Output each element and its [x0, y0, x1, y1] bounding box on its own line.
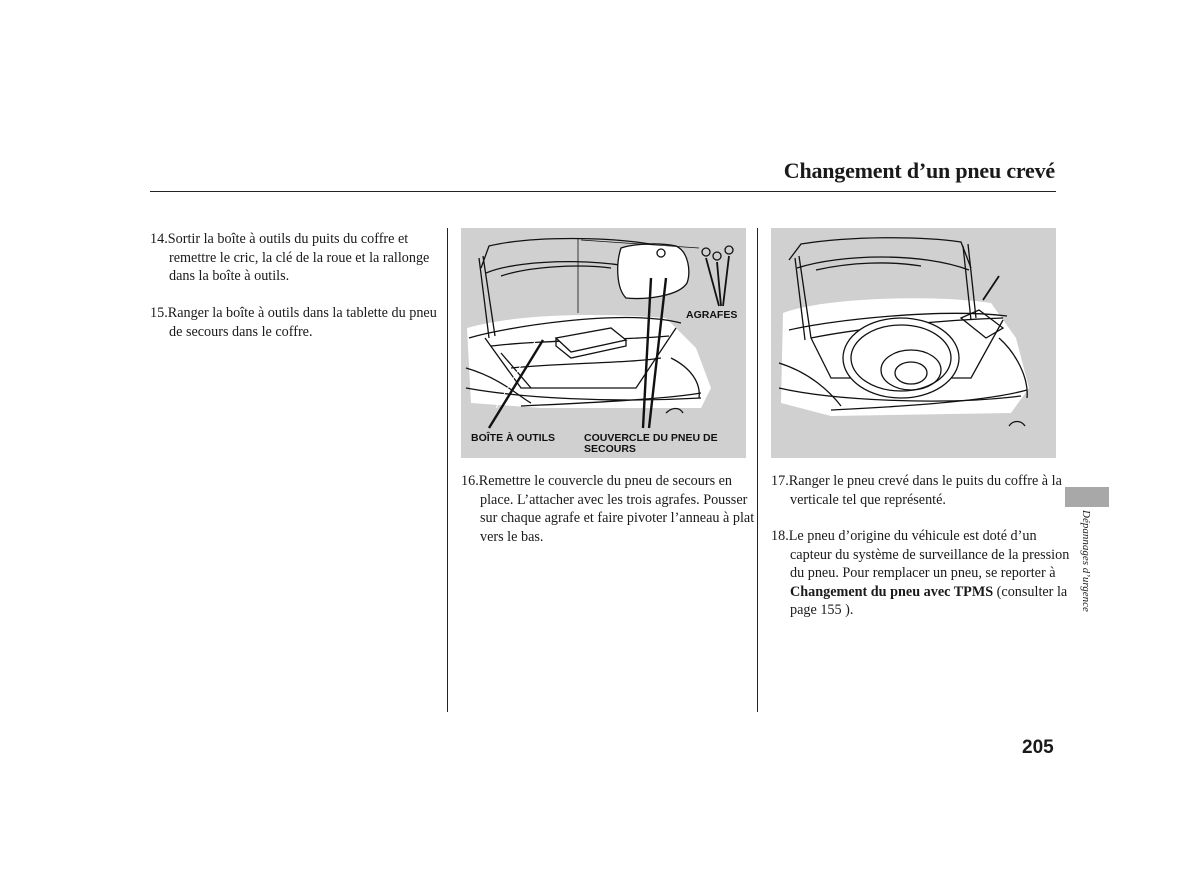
callout-toolbox: BOÎTE À OUTILS: [471, 432, 555, 444]
callout-clips: AGRAFES: [686, 309, 738, 321]
step-14: 14.Sortir la boîte à outils du puits du coffre et remettre le cric, la clé de la roue et la rallonge dans la boîte à outils.: [150, 231, 430, 285]
step-15: 15.Ranger la boîte à outils dans la tablette du pneu de secours dans le coffre.: [150, 305, 437, 340]
column-divider-left: [447, 228, 448, 712]
step-18: [771, 527, 1075, 620]
step-16: 16.Remettre le couvercle du pneu de secours en place. L’attacher avec les trois agrafes. Pousser sur chaque agrafe et faire pivoter l’anneau à plat vers le bas.: [461, 473, 755, 545]
step-17: 17.Ranger le pneu crevé dans le puits du coffre à la verticale tel que représenté.: [771, 473, 1062, 508]
step-18-text: 18.Le pneu d’origine du véhicule est doté d’un capteur du système de surveillance de la pression du pneu. Pour remplacer un pneu, se reporter à: [771, 528, 1070, 582]
title-divider: [150, 191, 1056, 192]
figure-trunk-cover: [461, 228, 746, 458]
step-18-reference: Changement du pneu avec TPMS: [790, 583, 994, 600]
section-label: Dépannages d’urgence: [1080, 510, 1092, 612]
stowed-tire-illustration: [771, 228, 1056, 458]
callout-spare-cover: COUVERCLE DU PNEU DE SECOURS: [584, 432, 718, 455]
page-number: 205: [1022, 737, 1054, 758]
column-divider-right: [757, 228, 758, 712]
step-18-page-ref: (consulter la page 155 ).: [790, 583, 1068, 619]
section-tab: [1065, 487, 1109, 507]
trunk-illustration: [461, 228, 746, 458]
figure-flat-tire-stowed: [771, 228, 1056, 458]
page-title: Changement d’un pneu crevé: [783, 158, 1055, 183]
